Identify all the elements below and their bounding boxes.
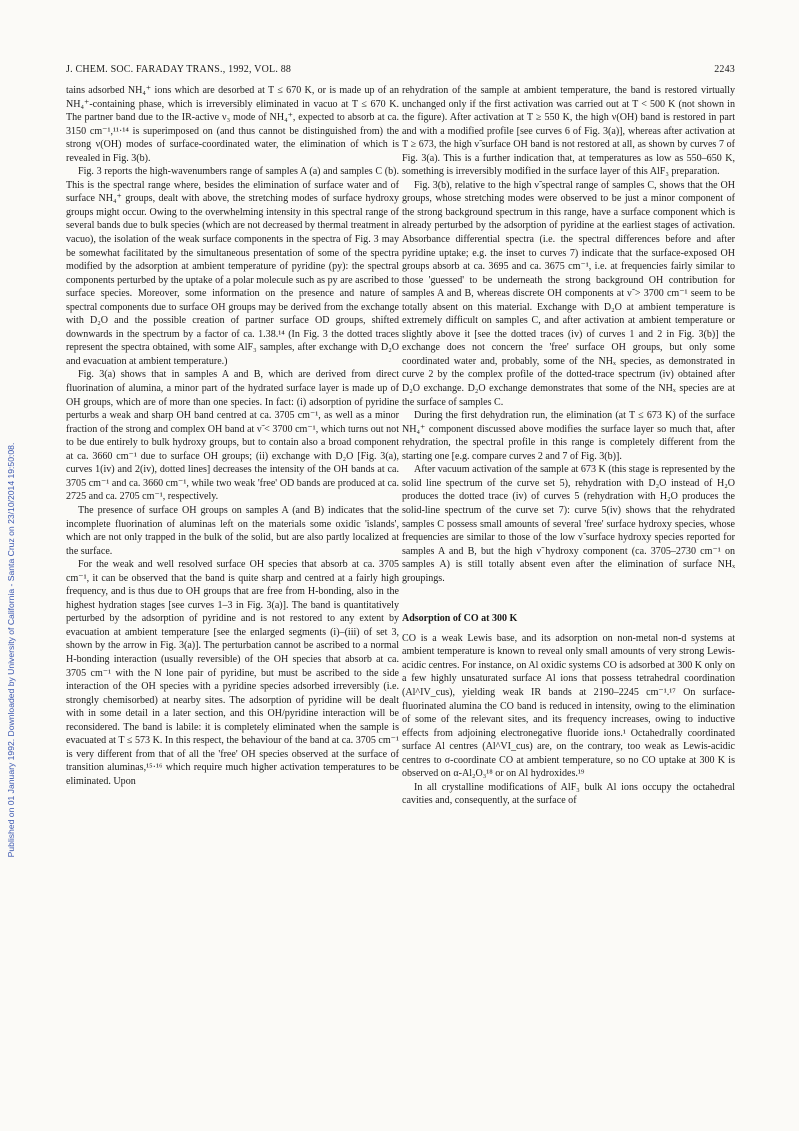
paragraph: For the weak and well resolved surface OH species that absorb at ca. 3705 cm⁻¹, it can be observed that the band is quite sharp and centred at a fairly high frequency, and is thus due to OH groups that are free from H-bonding, also in the highest hydration stages [see curves 1–3 in Fig. 3(a)]. The band is quantitatively perturbed by the adsorption of pyridine and is not restored to any extent by evacuation at ambient temperature [see the enlarged segments (i)–(iii) of set 3, shown by the arrow in Fig. 3(a)]. The perturbation cannot be ascribed to a normal H-bonding interaction (usually reversible) of the OH species that absorb at ca. 3705 cm⁻¹ with the N lone pair of pyridine, but must be ascribed to the side interaction of the OH species with a pyridine species adsorbed irreversibly (i.e. strongly chemisorbed) at nearby sites. The adsorption of pyridine will be dealt with in some detail in a later section, and this OH/pyridine interaction will be reconsidered. The band is labile: it is completely eliminated when the sample is evacuated at T ≤ 573 K. In this respect, the behaviour of the band at ca. 3705 cm⁻¹ is very different from that of all the 'free' OH species observed at the surface of transition aluminas,¹⁵·¹⁶ which require much higher activation temperatures to be eliminated. Upon bbox=[66, 559, 399, 787]
paragraph: tains adsorbed NH₄⁺ ions which are desorbed at T ≤ 670 K, or is made up of an NH₄⁺-containing phase, which is irreversibly eliminated in vacuo at T ≤ 670 K. The partner band due to the IR-active ν₃ mode of NH₄⁺, expected to absorb at ca. 3150 cm⁻¹,¹¹·¹⁴ is superimposed on (and thus cannot be distinguished from) the strong ν(OH) modes of surface-coordinated water, the elimination of which is revealed in Fig. 3(b). bbox=[66, 85, 399, 164]
paragraph: During the first dehydration run, the elimination (at T ≤ 673 K) of the surface NH₄⁺ component discussed above modifies the surface layer so much that, after rehydration, the spectral profile in this range is completely different from the starting one [e.g. compare curves 2 and 7 of Fig. 3(b)]. bbox=[402, 410, 735, 462]
paragraph: Fig. 3(a) shows that in samples A and B, which are derived from direct fluorination of alumina, a minor part of the hydrated surface layer is made up of OH groups, which are of more than one species. In fact: (i) adsorption of pyridine perturbs a weak and sharp OH band centred at ca. 3705 cm⁻¹, as well as a minor fraction of the strong and complex OH band at ν̃ < 3700 cm⁻¹, which turns out not to be due entirely to bulk hydroxy groups, but to contain also a broad component at ca. 3660 cm⁻¹ due to surface OH groups; (ii) exchange with D₂O [Fig. 3(a), curves 1(iv) and 2(iv), dotted lines] decreases the intensity of the OH bands at ca. 3705 cm⁻¹ and ca. 3660 cm⁻¹, while two weak 'free' OD bands are produced at ca. 2725 and ca. 2705 cm⁻¹, respectively. bbox=[66, 369, 399, 503]
running-header bbox=[66, 64, 735, 78]
paragraph: The presence of surface OH groups on samples A (and B) indicates that the incomplete fluorination of aluminas left on the materials some oxidic 'islands', which are not only trapped in the bulk of the solid, but are also partly localized at the surface. bbox=[66, 504, 399, 557]
paragraph: Fig. 3 reports the high-wavenumbers range of samples A (a) and samples C (b). This is the spectral range where, besides the elimination of surface water and of surface NH₄⁺ groups, dealt with above, the stretching modes of surface hydroxy groups might occur. Owing to the overwhelming intensity in this spectral range of several bands due to bulk species (which are not decreased by thermal treatment in vacuo), the isolation of the weak surface components in the spectra of Fig. 3 may be somewhat facilitated by the simultaneous presentation of some of the spectra modified by the adsorption at ambient temperature of pyridine (py): the spectral components perturbed by the uptake of a polar molecule such as py are ascribed to surface species. Moreover, some information on the presence and nature of spectral components due to surface OH groups may be derived from the exchange with D₂O and the possible creation of partner surface OD groups, shifted downwards in the spectrum by a factor of ca. 1.38.¹⁴ (In Fig. 3 the dotted traces represent the spectra obtained, with some AlF₃ samples, after exchange with D₂O and evacuation at ambient temperature.) bbox=[66, 166, 399, 367]
journal-citation: J. CHEM. SOC. FARADAY TRANS., 1992, VOL. 88 bbox=[66, 64, 292, 75]
paragraph: After vacuum activation of the sample at 673 K (this stage is represented by the solid line spectrum of the curve set 5), rehydration with D₂O instead of H₂O produces the dotted trace (iv) of curves 5 (rehydration with H₂O produces the solid-line spectrum of the curve set 7): curve 5(iv) shows that the rehydrated samples C possess small amounts of several 'free' surface hydroxy species, whose frequencies are similar to those of the low ν̃ surface hydroxy species reported for samples A and B, but the high ν̃ hydroxy component (ca. 3705–2730 cm⁻¹ on samples A) is still totally absent even after the elimination of surface NHₓ groupings. bbox=[402, 464, 735, 584]
left-column bbox=[66, 84, 399, 788]
page-number: 2243 bbox=[714, 64, 735, 75]
paragraph: rehydration of the sample at ambient temperature, the band is restored virtually unchanged only if the first activation was carried out at T < 500 K (not shown in the figure). After activation at T ≥ 550 K, the high ν(OH) band is restored in part and with a modified profile [see curves 6 of Fig. 3(a)], whereas after activation at T ≥ 673, the high ν̃ surface OH band is not restored at all, as shown by curves 7 of Fig. 3(a). This is a further indication that, at temperatures as low as 550–650 K, something is irreversibly modified in the surface layer of this AlF₃ preparation. bbox=[402, 85, 735, 178]
paragraph: CO is a weak Lewis base, and its adsorption on non-metal non-d systems at ambient temperature is known to reveal only small amounts of very strong Lewis-acidic centres. For instance, on Al oxidic systems CO is adsorbed at 300 K only on a few highly unsaturated surface Al ions that possess tetrahedral coordination (Al^IV_cus), yielding weak IR bands at 2190–2245 cm⁻¹.¹⁷ On surface-fluorinated alumina the CO band is reduced in intensity, owing to the elimination of some of the relevant sites, and its frequency increases, owing to inductive effects from adjoining electronegative fluoride ions.¹ Octahedrally coordinated surface Al centres (Al^VI_cus) are, on the contrary, too weak as Lewis-acidic centres to σ-coordinate CO at ambient temperature, so no CO uptake at 300 K is observed on α-Al₂O₃¹⁸ or on Al hydroxides.¹⁹ bbox=[402, 632, 735, 780]
right-column bbox=[402, 84, 735, 808]
section-heading: Adsorption of CO at 300 K bbox=[402, 613, 518, 625]
paragraph: Fig. 3(b), relative to the high ν̃ spectral range of samples C, shows that the OH groups, whose stretching modes were observed to be just a minor component of the strong background spectrum in this range, have a surface component which is already perturbed by the adsorption of pyridine at the earliest stages of activation. Absorbance differential spectra (i.e. the spectral differences before and after pyridine uptake; e.g. the inset to curves 7) indicate that the surface-exposed OH groups absorb at ca. 3695 and ca. 3675 cm⁻¹, i.e. at frequencies fairly similar to those 'guessed' to be underneath the strong background OH contribution for samples A and B, whereas discrete OH components at ν̃ > 3700 cm⁻¹ seem to be totally absent on this material. Exchange with D₂O at ambient temperature is extremely difficult on samples C, and after activation at ambient temperature or slightly above it [see the dotted traces (iv) of curves 1 and 2 in Fig. 3(b)] the exchange does not concern the 'free' surface OH groups, but only some coordinated water and, probably, some of the NHₓ species, as demonstrated in curve 2 by the complex profile of the dotted-trace spectrum (iv) obtained after D₂O exchange. D₂O exchange demonstrates that some of the NHₓ species are at the surface of samples C. bbox=[402, 179, 735, 408]
download-notice-sidebar bbox=[5, 200, 17, 1100]
download-notice-text[interactable]: Published on 01 January 1992. Downloaded by University of California - Santa Cruz on 23/10/2014 19:50:08. bbox=[6, 442, 16, 858]
paragraph: In all crystalline modifications of AlF₃ bulk Al ions occupy the octahedral cavities and, consequently, at the surface of bbox=[402, 781, 735, 807]
